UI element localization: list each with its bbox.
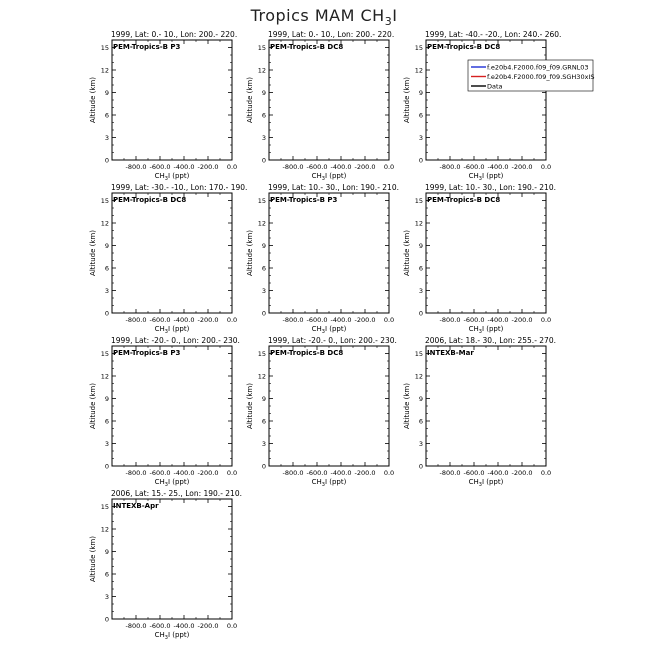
y-tick-label: 6	[418, 417, 423, 426]
y-tick-label: 12	[100, 219, 109, 228]
panel-8	[246, 336, 397, 488]
x-tick-label: -400.0	[173, 316, 195, 324]
campaign-label: PEM-Tropics-B DC8	[270, 349, 344, 357]
x-label-main: CH	[154, 172, 165, 180]
y-tick-label: 0	[104, 615, 109, 624]
x-tick-label: -200.0	[511, 316, 533, 324]
title-main: Tropics MAM CH	[250, 6, 385, 25]
title-subscript: 3	[384, 15, 393, 29]
y-tick-label: 12	[100, 66, 109, 75]
y-tick-label: 3	[104, 287, 109, 295]
x-tick-label: -800.0	[125, 469, 147, 477]
x-label-subscript: 3	[478, 176, 482, 182]
x-tick-label: -800.0	[125, 163, 147, 171]
plot-frame	[112, 346, 232, 466]
x-tick-label: -200.0	[354, 316, 376, 324]
y-tick-label: 15	[100, 350, 109, 358]
panel-2	[246, 30, 394, 182]
x-axis-label	[469, 325, 504, 335]
panel-5	[246, 183, 399, 335]
y-axis-label: Altitude (km)	[403, 77, 411, 123]
y-tick-label: 6	[104, 264, 109, 273]
x-tick-label: -600.0	[149, 469, 171, 477]
panel-10	[89, 489, 242, 641]
x-tick-label: -400.0	[330, 163, 352, 171]
y-tick-label: 12	[100, 525, 109, 534]
x-tick-label: 0.0	[383, 316, 395, 324]
plot-frame	[112, 499, 232, 619]
x-axis-label	[312, 172, 347, 182]
x-label-subscript: 3	[321, 482, 325, 488]
y-tick-label: 12	[257, 66, 266, 75]
x-label-subscript: 3	[164, 329, 168, 335]
y-tick-label: 15	[100, 503, 109, 511]
x-tick-label: -400.0	[330, 469, 352, 477]
panel-header: 1999, Lat: 0.- 10., Lon: 200.- 220.	[268, 30, 395, 39]
y-tick-label: 6	[261, 417, 266, 426]
panel-header: 2006, Lat: 18.- 30., Lon: 255.- 270.	[425, 336, 556, 345]
x-axis-label	[312, 478, 347, 488]
x-label-subscript: 3	[164, 482, 168, 488]
legend-label: f.e20b4.F2000.f09_f09.SGH30xIS	[487, 73, 595, 81]
x-axis-label	[469, 478, 504, 488]
x-tick-label: -600.0	[149, 163, 171, 171]
x-label-main: CH	[468, 478, 479, 486]
x-tick-label: 0.0	[540, 469, 552, 477]
y-tick-label: 3	[261, 440, 266, 448]
y-axis-label: Altitude (km)	[89, 536, 97, 582]
y-tick-label: 0	[261, 309, 266, 318]
panel-9	[403, 336, 556, 488]
y-tick-label: 15	[414, 350, 423, 358]
x-label-subscript: 3	[321, 176, 325, 182]
x-tick-label: -200.0	[511, 163, 533, 171]
x-label-main: CH	[154, 478, 165, 486]
x-tick-label: -600.0	[149, 622, 171, 630]
campaign-label: PEM-Tropics-B DC8	[427, 196, 501, 204]
plot-frame	[269, 193, 389, 313]
y-tick-label: 15	[257, 197, 266, 205]
panel-6	[403, 183, 556, 335]
x-label-subscript: 3	[164, 635, 168, 641]
panel-4	[89, 183, 247, 335]
x-tick-label: -200.0	[354, 163, 376, 171]
y-tick-label: 15	[100, 44, 109, 52]
y-axis-label: Altitude (km)	[246, 77, 254, 123]
x-tick-label: -600.0	[463, 163, 485, 171]
x-label-main: CH	[468, 325, 479, 333]
y-tick-label: 6	[104, 111, 109, 120]
x-tick-label: 0.0	[383, 163, 395, 171]
y-tick-label: 6	[104, 417, 109, 426]
campaign-label: INTEXB-Mar	[427, 349, 474, 357]
y-tick-label: 3	[261, 287, 266, 295]
y-tick-label: 0	[104, 462, 109, 471]
title-tail: I	[392, 6, 398, 25]
y-tick-label: 0	[104, 156, 109, 165]
plot-frame	[426, 40, 546, 160]
x-label-tail: I (ppt)	[481, 325, 504, 333]
y-axis-label: Altitude (km)	[246, 230, 254, 276]
y-tick-label: 9	[261, 89, 266, 97]
campaign-label: PEM-Tropics-B DC8	[427, 43, 501, 51]
panel-header: 1999, Lat: -20.- 0., Lon: 200.- 230.	[268, 336, 397, 345]
x-axis-label	[155, 172, 190, 182]
plot-frame	[426, 193, 546, 313]
x-tick-label: -800.0	[125, 622, 147, 630]
x-tick-label: -200.0	[197, 163, 219, 171]
y-tick-label: 12	[100, 372, 109, 381]
x-axis-label	[155, 325, 190, 335]
y-tick-label: 0	[418, 156, 423, 165]
x-tick-label: -400.0	[487, 163, 509, 171]
x-label-tail: I (ppt)	[167, 478, 190, 486]
x-tick-label: -400.0	[487, 469, 509, 477]
x-label-subscript: 3	[164, 176, 168, 182]
x-tick-label: 0.0	[226, 622, 238, 630]
x-tick-label: -200.0	[354, 469, 376, 477]
x-tick-label: -200.0	[197, 316, 219, 324]
x-label-subscript: 3	[478, 482, 482, 488]
campaign-label: PEM-Tropics-B P3	[270, 196, 338, 204]
x-axis-label	[312, 325, 347, 335]
x-tick-label: -800.0	[282, 469, 304, 477]
x-tick-label: -400.0	[487, 316, 509, 324]
panel-header: 1999, Lat: -20.- 0., Lon: 200.- 230.	[111, 336, 240, 345]
x-tick-label: 0.0	[540, 163, 552, 171]
y-tick-label: 6	[104, 570, 109, 579]
x-tick-label: -600.0	[306, 163, 328, 171]
x-tick-label: -200.0	[197, 622, 219, 630]
y-tick-label: 0	[104, 309, 109, 318]
x-label-tail: I (ppt)	[167, 631, 190, 639]
x-tick-label: -400.0	[173, 163, 195, 171]
x-tick-label: 0.0	[226, 316, 238, 324]
x-tick-label: -800.0	[439, 316, 461, 324]
x-label-tail: I (ppt)	[167, 172, 190, 180]
y-tick-label: 15	[257, 350, 266, 358]
legend	[468, 60, 594, 91]
y-axis-label: Altitude (km)	[89, 77, 97, 123]
x-tick-label: -800.0	[439, 469, 461, 477]
y-tick-label: 15	[100, 197, 109, 205]
x-label-tail: I (ppt)	[481, 172, 504, 180]
x-label-main: CH	[311, 325, 322, 333]
y-tick-label: 12	[414, 372, 423, 381]
x-label-main: CH	[468, 172, 479, 180]
panel-header: 1999, Lat: -40.- -20., Lon: 240.- 260.	[425, 30, 562, 39]
y-axis-label: Altitude (km)	[89, 230, 97, 276]
x-tick-label: -800.0	[282, 163, 304, 171]
y-tick-label: 15	[414, 44, 423, 52]
y-axis-label: Altitude (km)	[246, 383, 254, 429]
y-tick-label: 9	[418, 89, 423, 97]
y-tick-label: 6	[418, 264, 423, 273]
y-tick-label: 15	[257, 44, 266, 52]
x-tick-label: 0.0	[226, 163, 238, 171]
x-tick-label: -600.0	[463, 316, 485, 324]
y-tick-label: 12	[414, 219, 423, 228]
x-tick-label: -600.0	[149, 316, 171, 324]
x-label-subscript: 3	[321, 329, 325, 335]
campaign-label: INTEXB-Apr	[113, 502, 159, 510]
panel-7	[89, 336, 240, 488]
x-tick-label: -800.0	[282, 316, 304, 324]
x-tick-label: -200.0	[511, 469, 533, 477]
x-tick-label: -400.0	[173, 469, 195, 477]
plot-frame	[269, 346, 389, 466]
x-label-tail: I (ppt)	[481, 478, 504, 486]
x-tick-label: -600.0	[463, 469, 485, 477]
x-label-tail: I (ppt)	[324, 478, 347, 486]
y-tick-label: 3	[418, 134, 423, 142]
y-axis-label: Altitude (km)	[403, 383, 411, 429]
x-label-main: CH	[154, 325, 165, 333]
x-label-tail: I (ppt)	[167, 325, 190, 333]
x-tick-label: 0.0	[226, 469, 238, 477]
y-tick-label: 3	[418, 287, 423, 295]
panel-header: 1999, Lat: 10.- 30., Lon: 190.- 210.	[268, 183, 399, 192]
x-label-tail: I (ppt)	[324, 325, 347, 333]
y-tick-label: 12	[257, 219, 266, 228]
y-tick-label: 0	[261, 462, 266, 471]
x-label-tail: I (ppt)	[324, 172, 347, 180]
y-tick-label: 9	[261, 242, 266, 250]
y-tick-label: 9	[104, 89, 109, 97]
y-axis-label: Altitude (km)	[403, 230, 411, 276]
y-tick-label: 6	[418, 111, 423, 120]
panel-header: 1999, Lat: 0.- 10., Lon: 200.- 220.	[111, 30, 238, 39]
x-tick-label: -200.0	[197, 469, 219, 477]
y-tick-label: 0	[418, 462, 423, 471]
x-label-main: CH	[311, 478, 322, 486]
y-tick-label: 3	[261, 134, 266, 142]
y-tick-label: 12	[414, 66, 423, 75]
campaign-label: PEM-Tropics-B P3	[113, 349, 181, 357]
x-tick-label: -400.0	[330, 316, 352, 324]
y-tick-label: 12	[257, 372, 266, 381]
y-tick-label: 6	[261, 264, 266, 273]
x-tick-label: 0.0	[383, 469, 395, 477]
legend-label: Data	[487, 82, 503, 91]
x-tick-label: -800.0	[125, 316, 147, 324]
panel-header: 1999, Lat: -30.- -10., Lon: 170.- 190.	[111, 183, 248, 192]
x-tick-label: -400.0	[173, 622, 195, 630]
x-label-subscript: 3	[478, 329, 482, 335]
x-tick-label: -600.0	[306, 316, 328, 324]
x-axis-label	[469, 172, 504, 182]
y-tick-label: 0	[418, 309, 423, 318]
x-tick-label: -600.0	[306, 469, 328, 477]
campaign-label: PEM-Tropics-B DC8	[270, 43, 344, 51]
y-tick-label: 9	[261, 395, 266, 403]
x-label-main: CH	[311, 172, 322, 180]
legend-label: f.e20b4.F2000.f09_f09.GRNL03	[487, 63, 589, 72]
panel-3	[403, 30, 594, 182]
y-tick-label: 6	[261, 111, 266, 120]
campaign-label: PEM-Tropics-B P3	[113, 43, 181, 51]
y-tick-label: 9	[104, 548, 109, 556]
x-tick-label: -800.0	[439, 163, 461, 171]
y-tick-label: 9	[104, 242, 109, 250]
y-tick-label: 0	[261, 156, 266, 165]
y-tick-label: 9	[418, 395, 423, 403]
panel-header: 1999, Lat: 10.- 30., Lon: 190.- 210.	[425, 183, 556, 192]
y-tick-label: 3	[104, 134, 109, 142]
plot-frame	[112, 193, 232, 313]
plot-frame	[269, 40, 389, 160]
x-axis-label	[155, 478, 190, 488]
y-tick-label: 3	[104, 593, 109, 601]
y-tick-label: 15	[414, 197, 423, 205]
x-axis-label	[155, 631, 190, 641]
x-tick-label: 0.0	[540, 316, 552, 324]
panel-1	[89, 30, 237, 182]
plot-frame	[426, 346, 546, 466]
x-label-main: CH	[154, 631, 165, 639]
plot-frame	[112, 40, 232, 160]
panel-header: 2006, Lat: 15.- 25., Lon: 190.- 210.	[111, 489, 242, 498]
y-tick-label: 9	[418, 242, 423, 250]
campaign-label: PEM-Tropics-B DC8	[113, 196, 187, 204]
y-tick-label: 9	[104, 395, 109, 403]
y-axis-label: Altitude (km)	[89, 383, 97, 429]
y-tick-label: 3	[418, 440, 423, 448]
y-tick-label: 3	[104, 440, 109, 448]
